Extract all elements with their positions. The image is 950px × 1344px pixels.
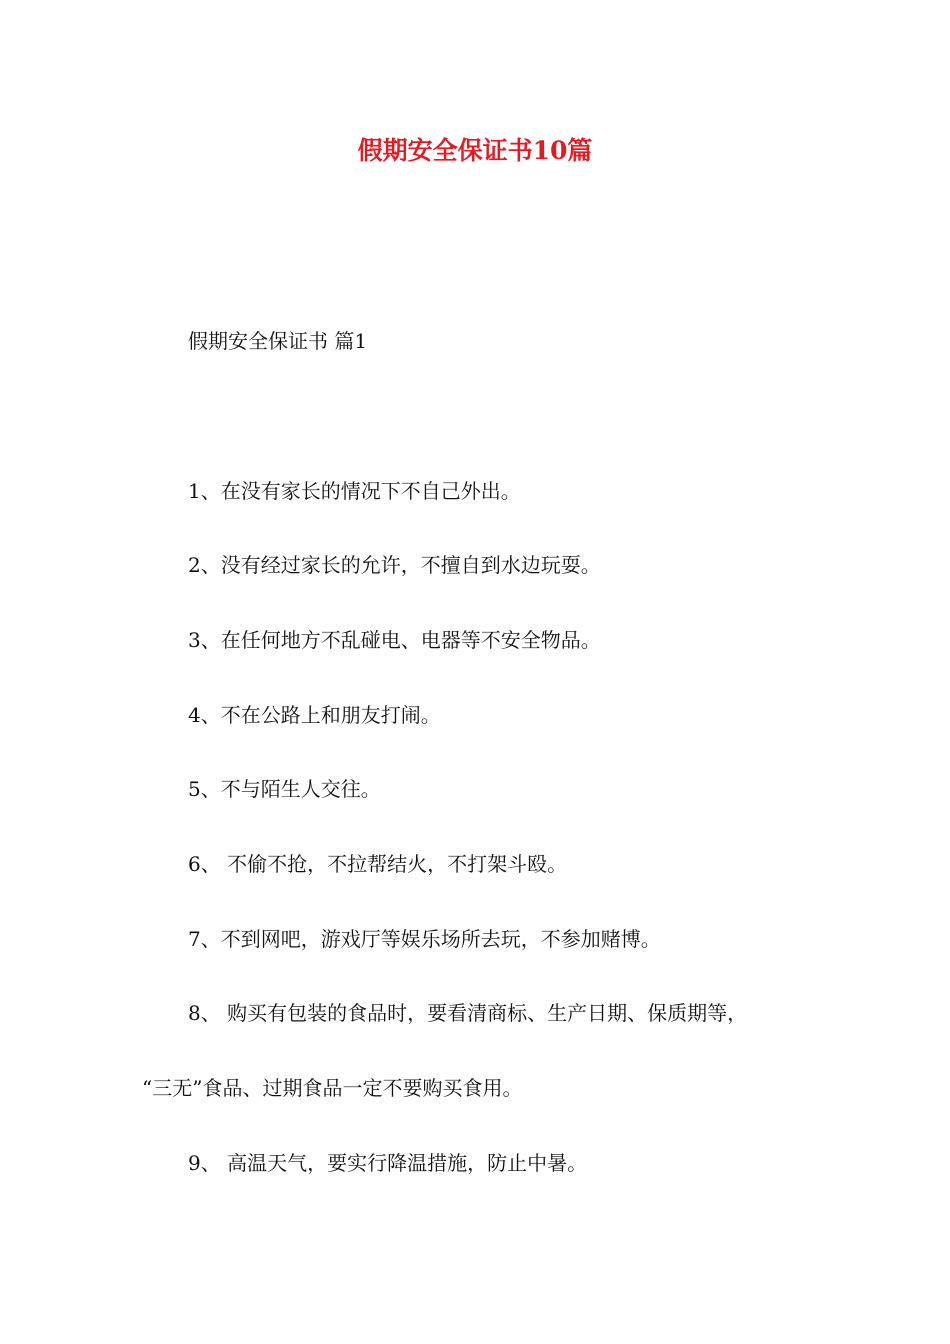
list-item: 8、 购买有包装的食品时，要看清商标、生产日期、保质期等， [188,1001,748,1025]
list-item: 5、不与陌生人交往。 [188,777,381,801]
list-item-continuation: “三无”食品、过期食品一定不要购买食用。 [142,1076,523,1100]
list-item: 6、 不偷不抢，不拉帮结火，不打架斗殴。 [188,852,568,876]
list-item: 2、没有经过家长的允许，不擅自到水边玩耍。 [188,553,601,577]
page-title: 假期安全保证书10篇 [357,136,593,165]
list-item: 3、在任何地方不乱碰电、电器等不安全物品。 [188,628,601,652]
list-item: 1、在没有家长的情况下不自己外出。 [188,479,521,503]
list-item: 4、不在公路上和朋友打闹。 [188,703,441,727]
list-item: 9、 高温天气，要实行降温措施，防止中暑。 [188,1151,588,1175]
list-item: 7、不到网吧，游戏厅等娱乐场所去玩，不参加赌博。 [188,927,661,951]
section-heading: 假期安全保证书 篇1 [188,329,368,353]
